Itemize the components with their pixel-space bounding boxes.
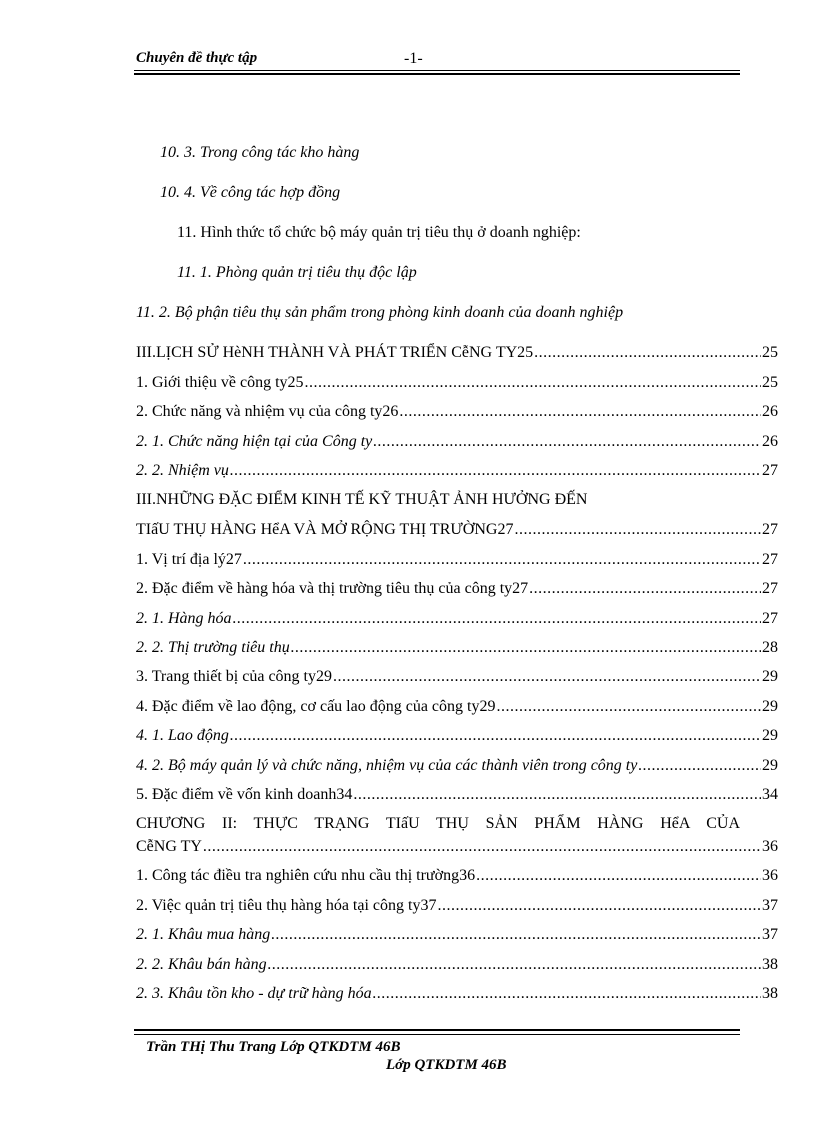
toc-leader [230,727,761,745]
toc-leader [534,344,761,362]
toc-entry[interactable] [136,985,778,1003]
toc-leader [271,926,761,944]
toc-entry-page: 36 [762,867,778,884]
toc-leader [243,551,761,569]
toc-entry[interactable] [136,727,778,745]
toc-entry-page: 34 [762,786,778,803]
toc-entry[interactable] [136,521,778,539]
footer-author: Trần THị Thu Trang Lớp QTKDTM 46B [146,1039,401,1055]
footer-rule-top [134,1029,740,1031]
toc-entry-page: 29 [762,668,778,685]
toc-entry-page: 37 [762,926,778,943]
footer-rule-bottom [134,1034,740,1035]
toc-leader [373,433,761,451]
toc-entry-title: 5. Đặc điểm về vốn kinh doanh34 [136,786,353,803]
toc-entry-title: 3. Trang thiết bị của công ty29 [136,668,332,685]
toc-entry-title: TIấU THỤ HÀNG HểA VÀ MỞ RỘNG THỊ TRƯỜNG27 [136,521,514,538]
toc-entry-page: 38 [762,956,778,973]
toc-entry-page: 29 [762,727,778,744]
toc-entry[interactable] [136,462,778,480]
toc-leader [291,639,761,657]
toc-entry-page: 27 [762,551,778,568]
toc-entry[interactable] [136,551,778,569]
toc-entry-page: 27 [762,462,778,479]
toc-entry-page: 26 [762,403,778,420]
toc-leader [203,838,761,856]
toc-leader [230,462,761,480]
toc-entry-page: 29 [762,757,778,774]
toc-entry[interactable] [136,374,778,392]
toc-leader [476,867,761,885]
toc-entry-title: III.NHỮNG ĐẶC ĐIỂM KINH TẾ KỸ THUẬT ẢNH HƯỞNG ĐẾN [136,491,588,508]
toc-line: 11. Hình thức tổ chức bộ máy quản trị tiêu thụ ở doanh nghiệp: [177,224,581,241]
toc-entry-page: 26 [762,433,778,450]
toc-leader [529,580,761,598]
toc-entry-page: 28 [762,639,778,656]
toc-entry-page: 25 [762,344,778,361]
toc-entry[interactable] [136,698,778,716]
toc-entry-page: 38 [762,985,778,1002]
toc-entry-page: 27 [762,610,778,627]
toc-entry-title: 2. 2. Thị trường tiêu thụ [136,639,290,656]
toc-entry-title: 1. Giới thiệu về công ty25 [136,374,304,391]
toc-entry[interactable] [136,403,778,421]
toc-entry-page: 29 [762,698,778,715]
toc-entry-title: 2. 1. Hàng hóa [136,610,232,627]
toc-leader [638,757,761,775]
toc-line: 10. 3. Trong công tác kho hàng [160,144,360,161]
toc-entry[interactable] [136,580,778,598]
toc-entry[interactable] [136,786,778,804]
toc-entry[interactable] [136,344,778,362]
toc-entry[interactable] [136,757,778,775]
toc-entry-page: 37 [762,897,778,914]
toc-entry[interactable] [136,867,778,885]
toc-leader [514,521,761,539]
toc-entry-title: 1. Công tác điều tra nghiên cứu nhu cầu thị trường36 [136,867,476,884]
toc-entry-title: III.LỊCH SỬ HèNH THÀNH VÀ PHÁT TRIỂN CễNG TY25 [136,344,534,361]
toc-leader [353,786,761,804]
toc-entry[interactable] [136,926,778,944]
toc-leader [305,374,761,392]
toc-entry-title: 2. 3. Khâu tồn kho - dự trữ hàng hóa [136,985,372,1002]
toc-entry-title: 2. Đặc điểm về hàng hóa và thị trường tiêu thụ của công ty27 [136,580,529,597]
toc-entry-title: 2. Việc quản trị tiêu thụ hàng hóa tại công ty37 [136,897,437,914]
toc-entry-page: 36 [762,838,778,855]
toc-leader [233,610,761,628]
toc-entry-page: 27 [762,521,778,538]
toc-entry-title: CễNG TY [136,838,202,855]
toc-leader [268,956,761,974]
toc-entry-title: 1. Vị trí địa lý27 [136,551,242,568]
toc-entry-title: CHƯƠNG II: THỰC TRẠNG TIấU THỤ SẢN PHẨM HÀNG HểA CỦA [136,815,740,832]
toc-entry[interactable] [136,639,778,657]
toc-entry[interactable] [136,433,778,451]
toc-entry[interactable] [136,897,778,915]
toc-entry-title: 4. Đặc điểm về lao động, cơ cấu lao động của công ty29 [136,698,496,715]
toc-entry[interactable] [136,838,778,856]
toc-entry-title: 2. 1. Khâu mua hàng [136,926,271,943]
toc-entry-title: 2. Chức năng và nhiệm vụ của công ty26 [136,403,399,420]
toc-entry-page: 27 [762,580,778,597]
toc-entry-title: 2. 1. Chức năng hiện tại của Công ty [136,433,373,450]
toc-entry-page: 25 [762,374,778,391]
toc-leader [437,897,761,915]
toc-line: 11. 1. Phòng quản trị tiêu thụ độc lập [177,264,417,281]
toc-line: 10. 4. Về công tác hợp đồng [160,184,341,201]
toc-entry-title: 4. 1. Lao động [136,727,229,744]
toc-line: 11. 2. Bộ phận tiêu thụ sản phẩm trong phòng kinh doanh của doanh nghiệp [136,304,624,321]
toc-entry-title: 4. 2. Bộ máy quản lý và chức năng, nhiệm vụ của các thành viên trong công ty [136,757,638,774]
toc-leader [496,698,761,716]
toc-entry[interactable] [136,956,778,974]
footer-class: Lớp QTKDTM 46B [386,1057,507,1073]
toc-entry-title: 2. 2. Nhiệm vụ [136,462,229,479]
header-title: Chuyên đề thực tập [136,50,258,66]
toc-leader [399,403,761,421]
toc-entry[interactable] [136,668,778,686]
toc-leader [333,668,761,686]
toc-leader [373,985,761,1003]
toc-entry[interactable] [136,610,778,628]
header-page-number: -1- [404,50,423,67]
toc-entry-title: 2. 2. Khâu bán hàng [136,956,267,973]
